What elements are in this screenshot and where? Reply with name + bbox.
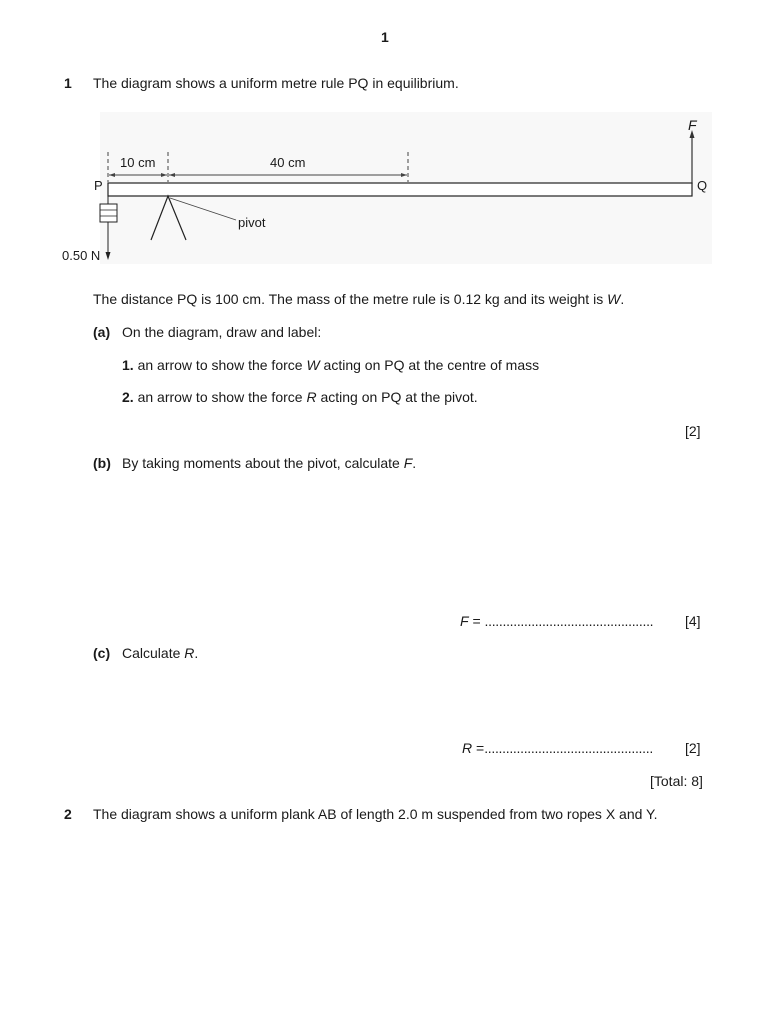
dim-label-40cm: 40 cm [270, 155, 306, 170]
part-a-marks: [2] [685, 423, 701, 439]
part-c-prompt: Calculate [122, 645, 185, 661]
weight-label: 0.50 N [62, 248, 101, 263]
metre-rule-diagram [60, 112, 720, 270]
label-Q: Q [697, 178, 708, 193]
part-b-marks: [4] [685, 613, 701, 629]
answer-F-dots[interactable]: ............................................... [484, 613, 654, 629]
label-P: P [94, 178, 103, 193]
pivot-label: pivot [238, 215, 266, 230]
part-b-end: . [412, 455, 417, 471]
item-2-var: R [306, 389, 317, 405]
item-2-text: an arrow to show the force [137, 389, 307, 405]
stem-end: . [620, 291, 625, 307]
answer-R-eq: = [472, 740, 485, 756]
page-number: 1 [381, 29, 389, 45]
part-c-text [122, 646, 198, 660]
part-a-item-2 [122, 390, 478, 404]
dim-label-10cm: 10 cm [120, 155, 156, 170]
item-2-number: 2. [122, 389, 134, 405]
question-1-stem [93, 292, 624, 306]
part-c-marks: [2] [685, 740, 701, 756]
item-1-number: 1. [122, 357, 134, 373]
part-b-prompt: By taking moments about the pivot, calculate [122, 455, 404, 471]
item-1-text: an arrow to show the force [137, 357, 307, 373]
force-F-label: F [688, 117, 697, 133]
answer-R-line[interactable] [462, 741, 653, 755]
answer-F-line[interactable] [460, 614, 653, 628]
part-a-label: (a) [93, 324, 111, 340]
question-2-text: The diagram shows a uniform plank AB of length 2.0 m suspended from two ropes X and Y. [93, 806, 658, 822]
part-c-end: . [194, 645, 199, 661]
part-a-text: On the diagram, draw and label: [122, 324, 322, 340]
stem-var-W: W [607, 291, 621, 307]
hanging-weight [100, 204, 117, 222]
item-1-text-end: acting on PQ at the centre of mass [319, 357, 540, 373]
question-1-number: 1 [64, 75, 72, 91]
answer-F-var: F [460, 613, 469, 629]
answer-R-dots[interactable]: ............................................... [484, 740, 653, 756]
part-b-var: F [403, 455, 413, 471]
part-c-var: R [184, 645, 195, 661]
question-2-number: 2 [64, 806, 72, 822]
metre-rule-PQ [108, 183, 692, 196]
answer-R-var: R [462, 740, 473, 756]
item-2-text-end: acting on PQ at the pivot. [316, 389, 478, 405]
part-c-label: (c) [93, 645, 111, 661]
question-1-intro: The diagram shows a uniform metre rule PQ in equilibrium. [93, 75, 459, 91]
item-1-var: W [306, 357, 320, 373]
part-b-label: (b) [93, 455, 111, 471]
answer-F-eq: = [468, 613, 485, 629]
part-b-text [122, 456, 416, 470]
question-1-total: [Total: 8] [650, 773, 703, 789]
part-a-item-1 [122, 358, 539, 372]
stem-text: The distance PQ is 100 cm. The mass of the metre rule is 0.12 kg and its weight is [93, 291, 608, 307]
